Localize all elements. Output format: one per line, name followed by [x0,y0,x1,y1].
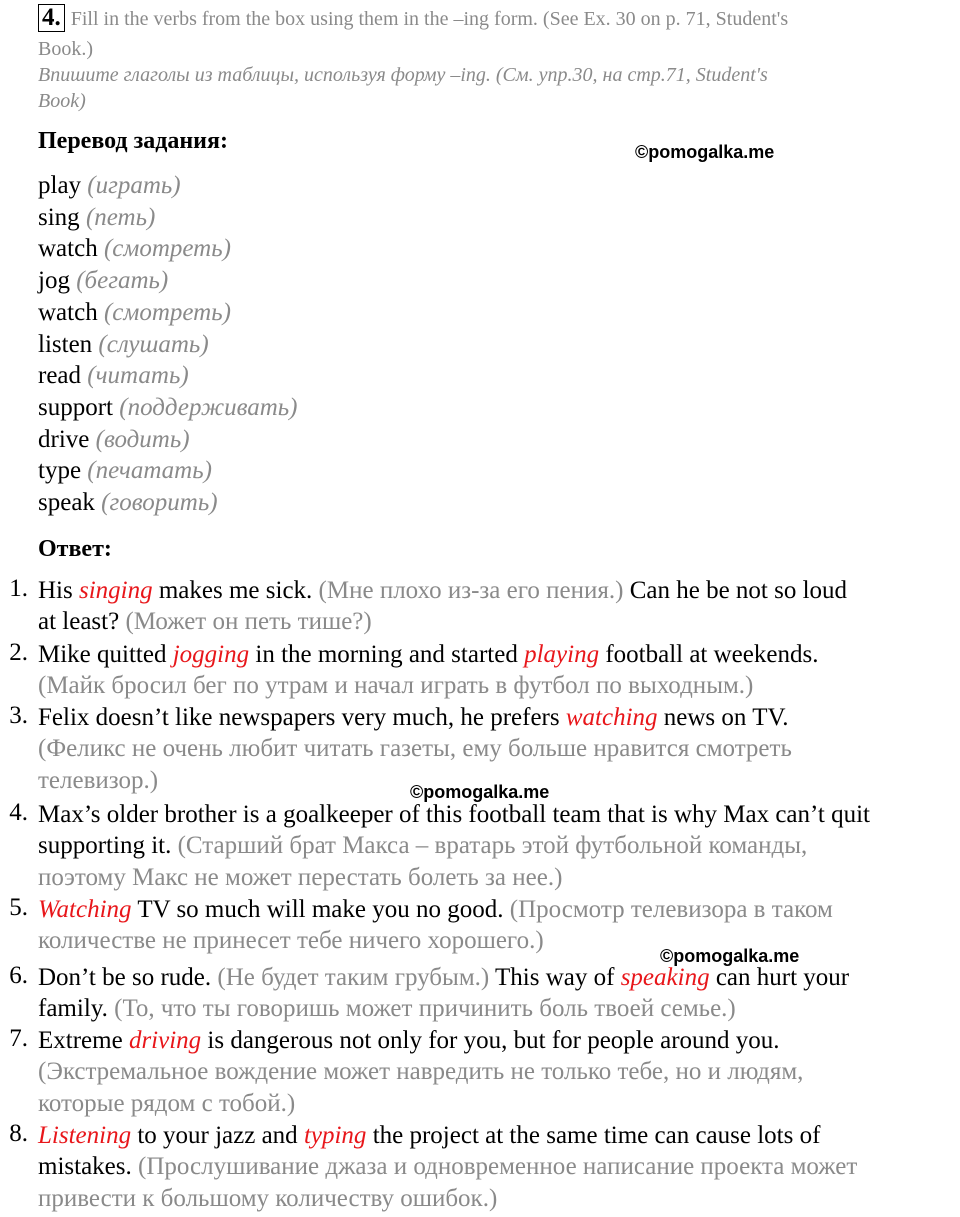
task-instruction-en: Fill in the verbs from the box using them in the –ing form. (See Ex. 30 on p. 71, Student's [70,8,789,30]
verb-item: speak (говорить) [38,489,218,517]
verb-item: watch (смотреть) [38,298,231,326]
task-number: 4. [38,4,65,32]
task-header [38,4,788,32]
verb-item: sing (петь) [38,203,156,231]
watermark: ©pomogalka.me [635,142,775,162]
verb-item: support (поддерживать) [38,393,298,421]
task-instruction-ru-cont: Book) [38,90,86,112]
task-instruction-ru: Впишите глаголы из таблицы, используя форму –ing. (См. упр.30, на стр.71, Student's [38,64,768,86]
answer-number: 2. [9,639,28,666]
answer-number: 6. [9,962,28,989]
answer-number: 7. [9,1025,28,1052]
verb-item: play (играть) [38,172,181,199]
watermark: ©pomogalka.me [660,946,800,966]
answer-heading: Ответ: [38,536,112,562]
verb-item: jog (бегать) [38,267,169,295]
task-instruction-en-cont: Book.) [38,38,93,60]
verb-item: watch (смотреть) [38,235,231,263]
answer-number: 4. [9,799,28,826]
verb-item: drive (водить) [38,425,190,453]
verb-item: type (печатать) [38,457,212,485]
watermark: ©pomogalka.me [410,782,550,802]
answer-number: 8. [9,1120,28,1147]
answer-number: 5. [9,894,28,921]
answer-number: 1. [9,575,28,602]
translation-heading: Перевод задания: [38,128,228,154]
verb-item: listen (слушать) [38,330,209,358]
verb-list [38,170,298,519]
verb-item: read (читать) [38,362,189,390]
answer-number: 3. [9,702,28,729]
